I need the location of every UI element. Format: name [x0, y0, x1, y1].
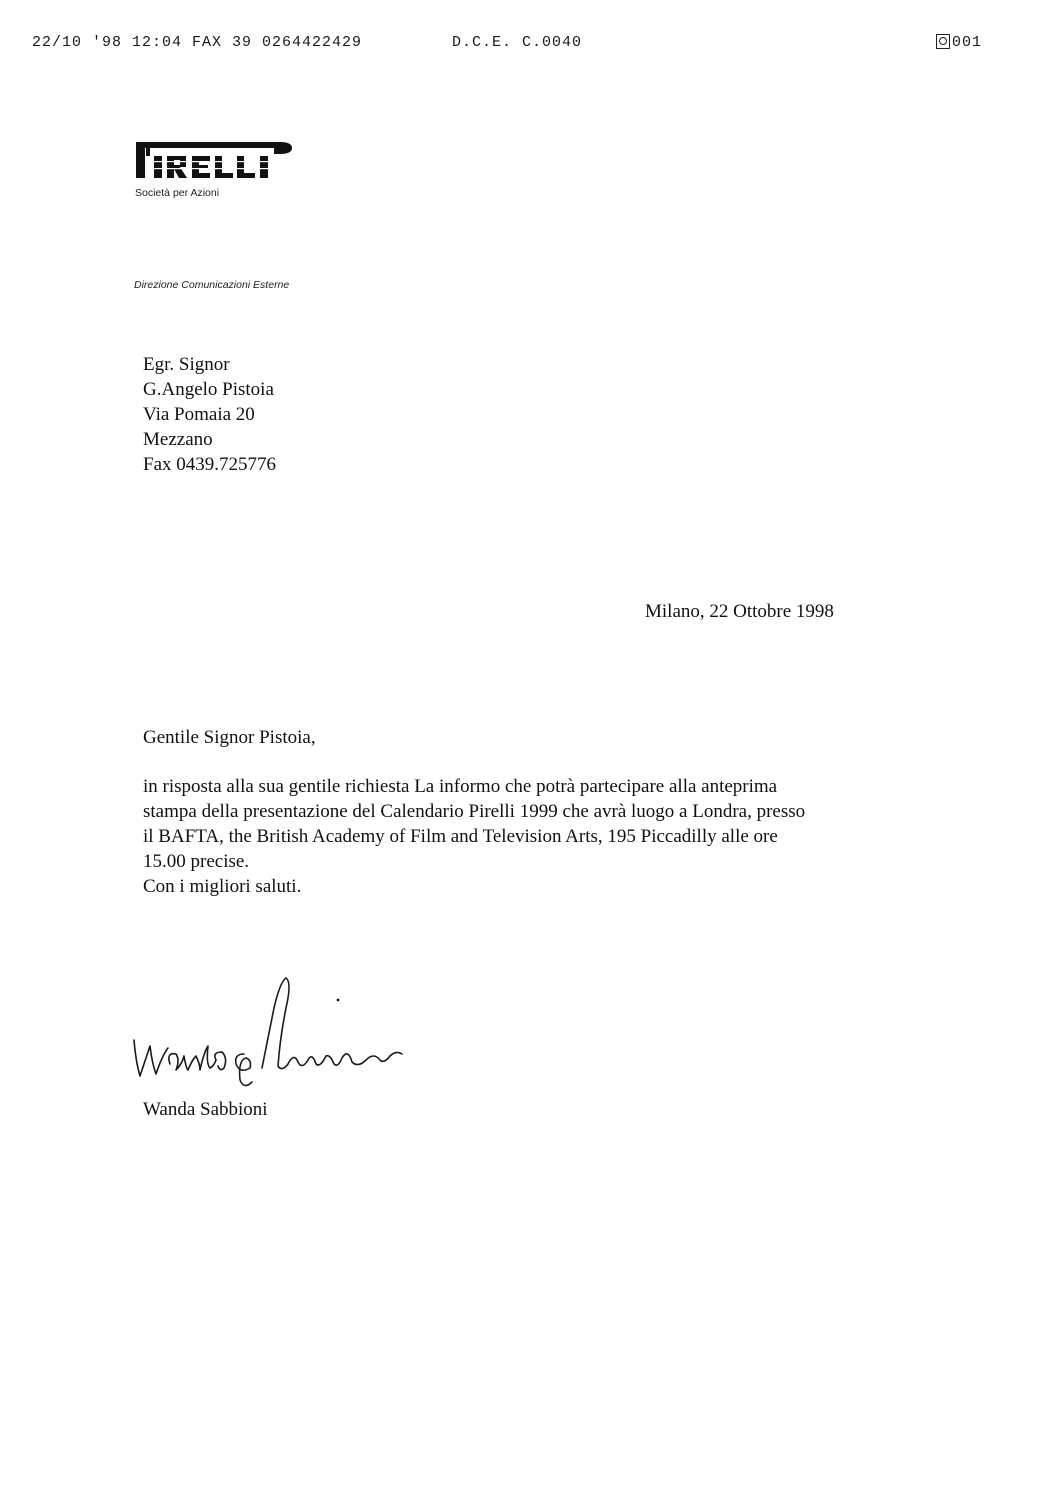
- recipient-street: Via Pomaia 20: [143, 404, 255, 425]
- pirelli-logo: [134, 140, 294, 180]
- fax-page-indicator: [936, 34, 983, 52]
- signatory-name: Wanda Sabbioni: [143, 1099, 268, 1120]
- company-type: Società per Azioni: [135, 187, 220, 199]
- closing-line: Con i migliori saluti.: [143, 876, 302, 897]
- letter-date: Milano, 22 Ottobre 1998: [645, 601, 834, 622]
- fax-page-icon: [936, 34, 950, 49]
- recipient-title: Egr. Signor: [143, 354, 230, 375]
- recipient-fax: Fax 0439.725776: [143, 454, 276, 475]
- body-line: il BAFTA, the British Academy of Film and Television Arts, 195 Piccadilly alle ore: [143, 826, 778, 847]
- body-line: stampa della presentazione del Calendario Pirelli 1999 che avrà luogo a Londra, presso: [143, 801, 806, 822]
- recipient-name: G.Angelo Pistoia: [143, 379, 274, 400]
- body-line: in risposta alla sua gentile richiesta La informo che potrà partecipare alla anteprima: [143, 776, 778, 797]
- recipient-address: [143, 352, 276, 477]
- fax-header: [32, 34, 983, 54]
- salutation: Gentile Signor Pistoia,: [143, 727, 316, 748]
- department-name: Direzione Comunicazioni Esterne: [134, 279, 290, 291]
- fax-department-code: D.C.E. C.0040: [452, 34, 583, 51]
- letter-body: [143, 774, 903, 899]
- recipient-city: Mezzano: [143, 429, 213, 450]
- body-line: 15.00 precise.: [143, 851, 250, 872]
- fax-page-number: 001: [952, 34, 983, 51]
- handwritten-signature: [122, 968, 422, 1093]
- fax-transmission-line: 22/10 '98 12:04 FAX 39 0264422429: [32, 34, 363, 51]
